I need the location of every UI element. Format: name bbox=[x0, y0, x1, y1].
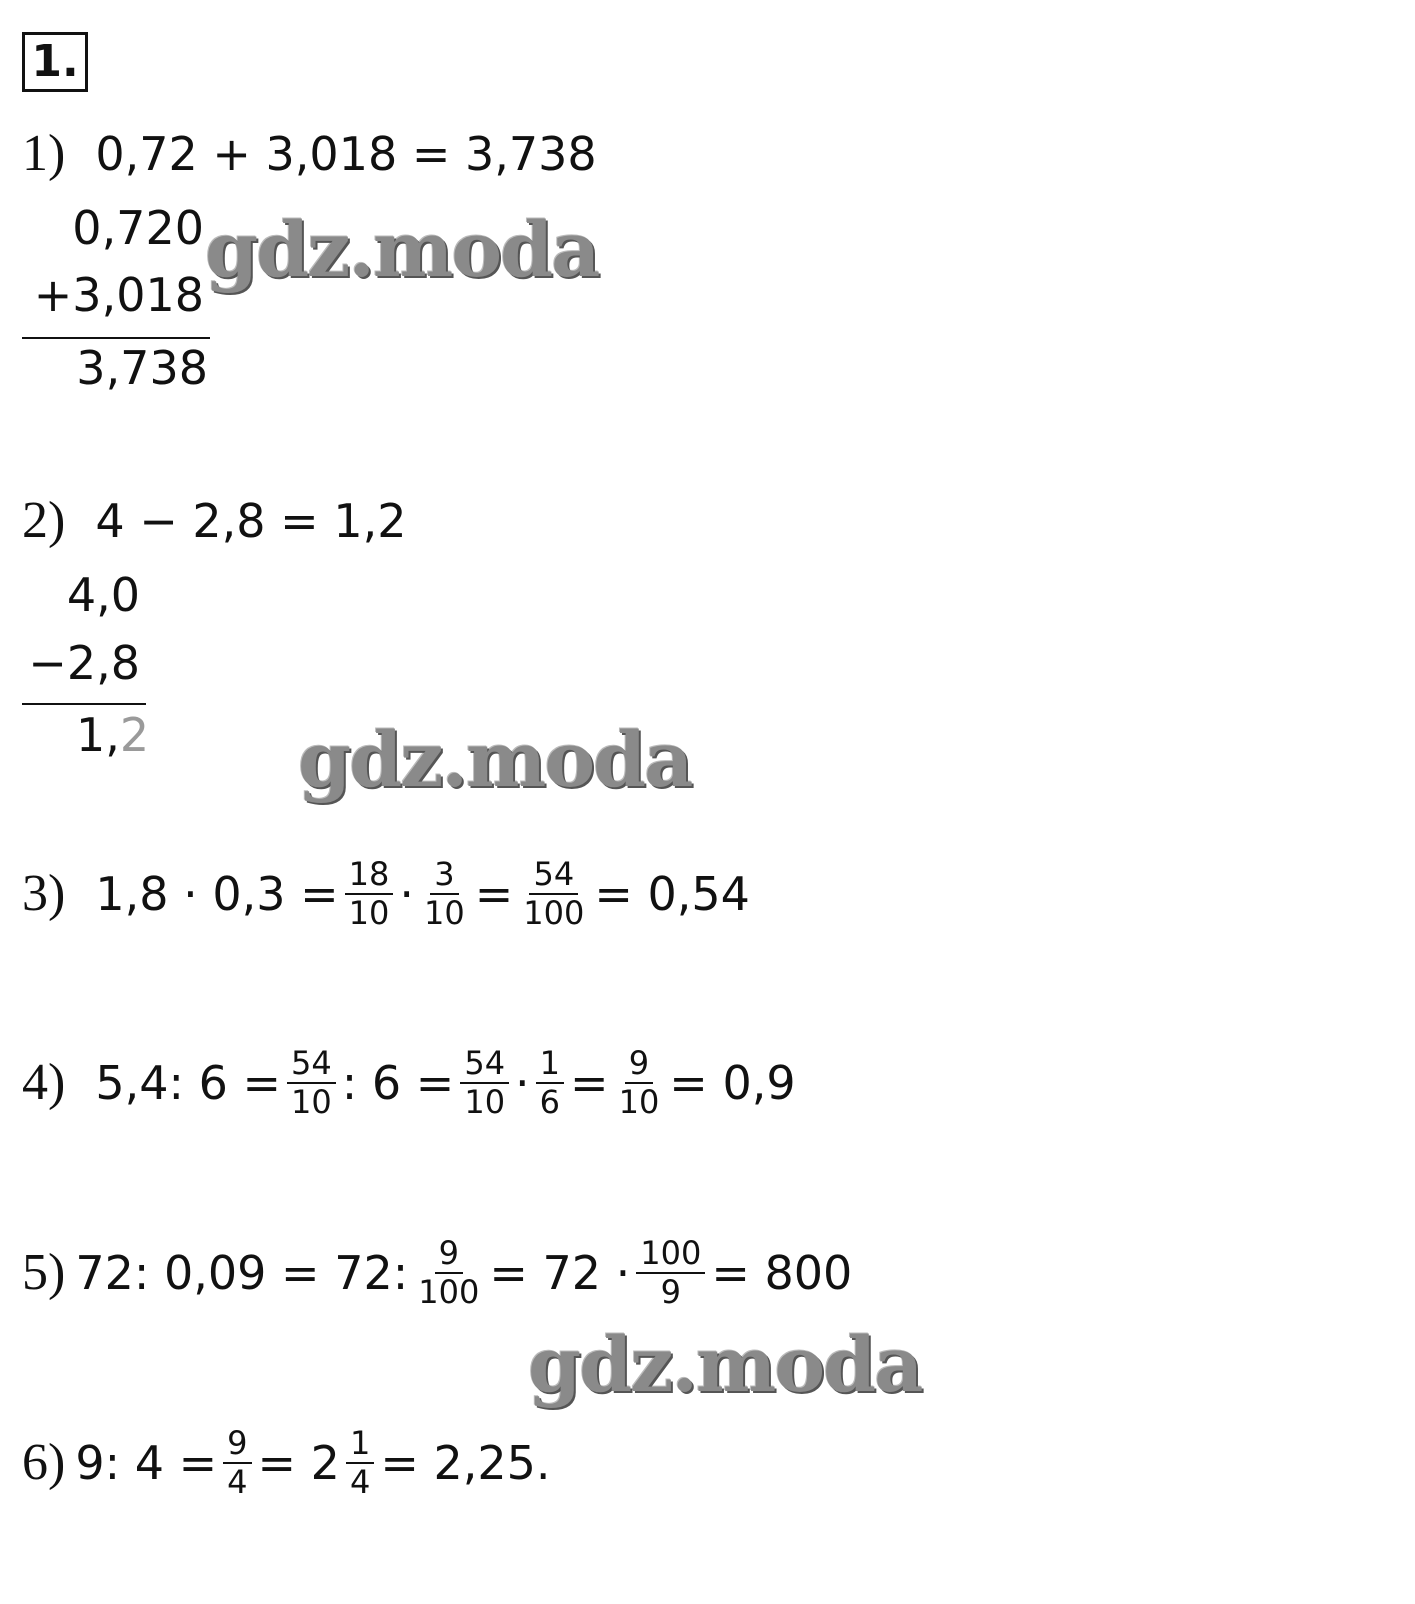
column-bottom: −2,8 bbox=[28, 636, 140, 690]
watermark: gdz.moda bbox=[298, 715, 692, 804]
column-result: 1,2 bbox=[76, 708, 150, 762]
fraction: $\frac{100}{9}$ bbox=[636, 1235, 705, 1311]
column-rule bbox=[22, 337, 210, 339]
fraction: $\frac{9}{4}$ bbox=[223, 1425, 251, 1501]
watermark: gdz.moda bbox=[528, 1320, 922, 1409]
problem-4: 4) 5,4: 6 = $\frac{54}{10}$ : 6 = $\frac{54}{10}$ · $\frac{1}{6}$ = $\frac{9}{10}$ = 0,9 bbox=[22, 1044, 796, 1121]
column-top: 0,720 bbox=[72, 201, 204, 255]
problem-3: 3) 1,8 · 0,3 = $\frac{18}{10}$ · $\frac{3}{10}$ = $\frac{54}{100}$ = 0,54 bbox=[22, 855, 750, 932]
problem-index: 1) bbox=[22, 125, 66, 182]
column-top: 4,0 bbox=[66, 568, 140, 622]
problem-6: 6) 9: 4 = $\frac{9}{4}$ = 2 $\frac{1}{4}$ = 2,25. bbox=[22, 1424, 551, 1501]
task-number: 1. bbox=[22, 32, 88, 92]
equation: 4 − 2,8 = 1,2 bbox=[95, 494, 407, 548]
problem-1 bbox=[22, 125, 597, 182]
problem-index: 3) bbox=[22, 864, 66, 922]
column-rule bbox=[22, 703, 146, 705]
column-bottom: +3,018 bbox=[33, 268, 204, 322]
fraction: $\frac{9}{100}$ bbox=[418, 1234, 480, 1311]
problem-5: 5) 72: 0,09 = 72: $\frac{9}{100}$ = 72 · $\frac{100}{9}$ = 800 bbox=[22, 1234, 853, 1311]
fraction: $\frac{3}{10}$ bbox=[424, 855, 465, 932]
watermark: gdz.moda bbox=[205, 205, 599, 294]
fraction: $\frac{54}{10}$ bbox=[460, 1045, 509, 1121]
problem-index: 6) bbox=[22, 1433, 66, 1491]
fraction: $\frac{54}{10}$ bbox=[287, 1045, 336, 1121]
problem-index: 2) bbox=[22, 492, 66, 549]
fraction: $\frac{18}{10}$ bbox=[345, 856, 394, 932]
fraction: $\frac{9}{10}$ bbox=[618, 1044, 660, 1121]
problem-2 bbox=[22, 492, 407, 549]
equation: 0,72 + 3,018 = 3,738 bbox=[95, 127, 597, 181]
fraction: $\frac{54}{100}$ bbox=[523, 855, 585, 932]
column-result: 3,738 bbox=[76, 341, 208, 395]
problem-index: 5) bbox=[22, 1243, 66, 1301]
fraction: $\frac{1}{6}$ bbox=[536, 1045, 564, 1121]
fraction: $\frac{1}{4}$ bbox=[346, 1425, 374, 1501]
problem-index: 4) bbox=[22, 1053, 66, 1111]
